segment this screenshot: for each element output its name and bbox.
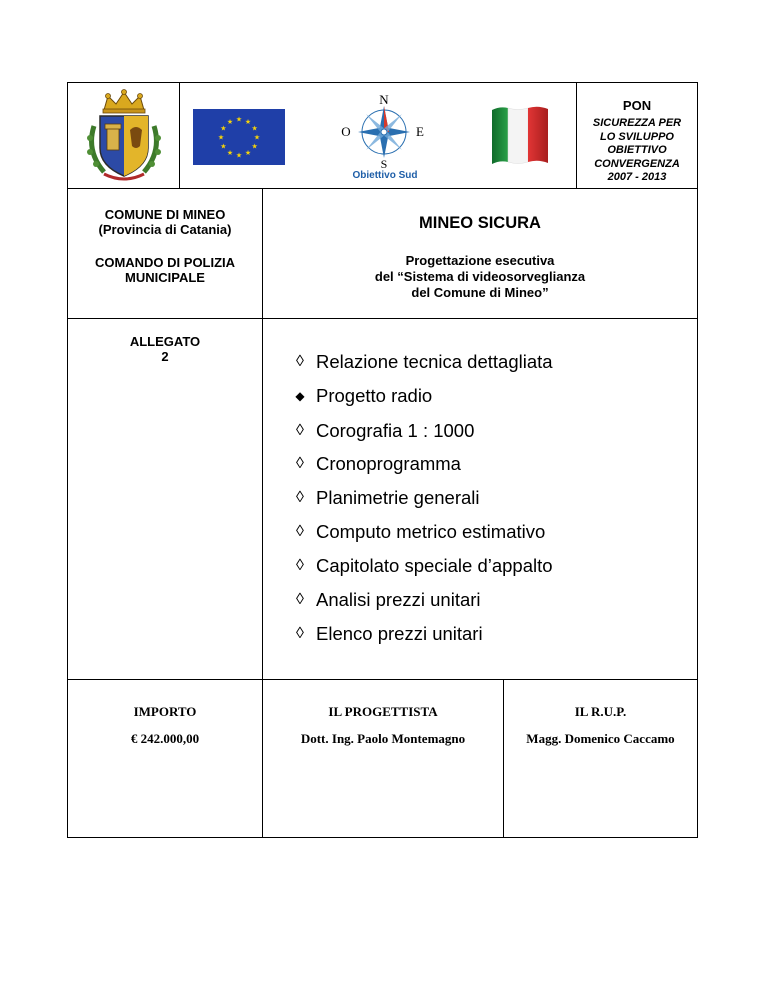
comando-line: COMANDO DI POLIZIA xyxy=(94,255,236,270)
compass-e-label: E xyxy=(416,124,424,139)
pon-line: LO SVILUPPO xyxy=(600,130,674,143)
compass-s-label: S xyxy=(380,157,388,171)
document-item xyxy=(292,420,474,442)
document-label: Analisi prezzi unitari xyxy=(316,589,481,610)
obiettivo-sud-label: Obiettivo Sud xyxy=(352,170,418,181)
divider-crest xyxy=(179,82,180,189)
pon-subtitle xyxy=(577,117,697,185)
eu-star-icon: ★ xyxy=(217,134,225,142)
subtitle-line: Progettazione esecutiva xyxy=(405,253,555,268)
eu-star-icon: ★ xyxy=(244,150,252,158)
pon-line: SICUREZZA PER xyxy=(592,117,682,129)
pon-line: CONVERGENZA xyxy=(594,157,680,170)
lozenge-bullet-icon: ◊ xyxy=(296,353,304,370)
rup-name: Magg. Domenico Caccamo xyxy=(526,731,675,746)
eu-star-icon: ★ xyxy=(220,125,227,133)
document-label: Computo metrico estimativo xyxy=(316,521,546,542)
comando-block xyxy=(68,255,262,285)
document-item xyxy=(292,385,432,407)
eu-star-icon: ★ xyxy=(244,118,252,126)
comune-name: COMUNE DI MINEO xyxy=(104,207,226,222)
document-label: Cronoprogramma xyxy=(316,453,461,474)
divider-footer xyxy=(503,679,504,838)
document-item xyxy=(292,555,553,577)
lozenge-bullet-icon: ◊ xyxy=(296,591,304,608)
border-right xyxy=(697,82,698,838)
eu-star-icon: ★ xyxy=(235,152,243,160)
rup-label: IL R.U.P. xyxy=(574,704,627,719)
allegato-block xyxy=(68,334,262,364)
diamond-bullet-icon: ◆ xyxy=(295,389,305,403)
project-subtitle xyxy=(263,253,697,301)
document-label: Elenco prezzi unitari xyxy=(316,623,483,644)
pon-title: PON xyxy=(622,98,652,113)
pon-line: 2007 - 2013 xyxy=(607,171,667,183)
pon-line: OBIETTIVO xyxy=(607,144,667,156)
comune-block xyxy=(68,207,262,237)
progettista-label: IL PROGETTISTA xyxy=(328,704,438,719)
border-header-bottom xyxy=(67,188,698,189)
provincia-name: (Provincia di Catania) xyxy=(98,222,232,237)
comando-line: MUNICIPALE xyxy=(125,270,205,285)
border-title-bottom xyxy=(67,318,698,319)
progettista-name: Dott. Ing. Paolo Montemagno xyxy=(300,731,466,746)
importo-value: € 242.000,00 xyxy=(130,731,200,746)
document-label: Planimetrie generali xyxy=(316,487,480,508)
eu-star-icon: ★ xyxy=(226,150,234,158)
border-bottom xyxy=(67,837,698,838)
allegato-label: ALLEGATO xyxy=(129,334,201,349)
compass-obiettivo-sud-logo xyxy=(330,92,440,182)
compass-o-label: O xyxy=(341,124,351,139)
eu-star-icon: ★ xyxy=(235,116,243,124)
mineo-crest-logo xyxy=(74,86,174,186)
eu-star-icon: ★ xyxy=(226,118,234,126)
subtitle-line: del Comune di Mineo” xyxy=(411,285,549,300)
border-top xyxy=(67,82,698,83)
document-item xyxy=(292,589,481,611)
document-label: Corografia 1 : 1000 xyxy=(316,420,475,441)
lozenge-bullet-icon: ◊ xyxy=(296,625,304,642)
eu-star-icon: ★ xyxy=(220,143,227,151)
italian-flag-logo xyxy=(490,102,552,166)
document-label: Progetto radio xyxy=(316,385,433,406)
project-title: MINEO SICURA xyxy=(419,214,541,232)
eu-star-icon: ★ xyxy=(253,134,261,142)
lozenge-bullet-icon: ◊ xyxy=(296,557,304,574)
document-label: Relazione tecnica dettagliata xyxy=(316,351,553,372)
document-item xyxy=(292,487,480,509)
importo-label: IMPORTO xyxy=(133,704,197,719)
subtitle-line: del “Sistema di videosorveglianza xyxy=(374,269,586,284)
document-label: Capitolato speciale d’appalto xyxy=(316,555,553,576)
lozenge-bullet-icon: ◊ xyxy=(296,489,304,506)
border-left xyxy=(67,82,68,838)
eu-star-icon: ★ xyxy=(251,125,258,133)
document-item xyxy=(292,453,461,475)
document-item xyxy=(292,351,553,373)
document-item xyxy=(292,623,483,645)
lozenge-bullet-icon: ◊ xyxy=(296,422,304,439)
document-item xyxy=(292,521,545,543)
eu-flag-logo xyxy=(193,109,285,165)
lozenge-bullet-icon: ◊ xyxy=(296,523,304,540)
compass-n-label: N xyxy=(379,92,389,107)
allegato-number: 2 xyxy=(161,349,169,364)
lozenge-bullet-icon: ◊ xyxy=(296,455,304,472)
border-list-bottom xyxy=(67,679,698,680)
eu-star-icon: ★ xyxy=(251,143,258,151)
